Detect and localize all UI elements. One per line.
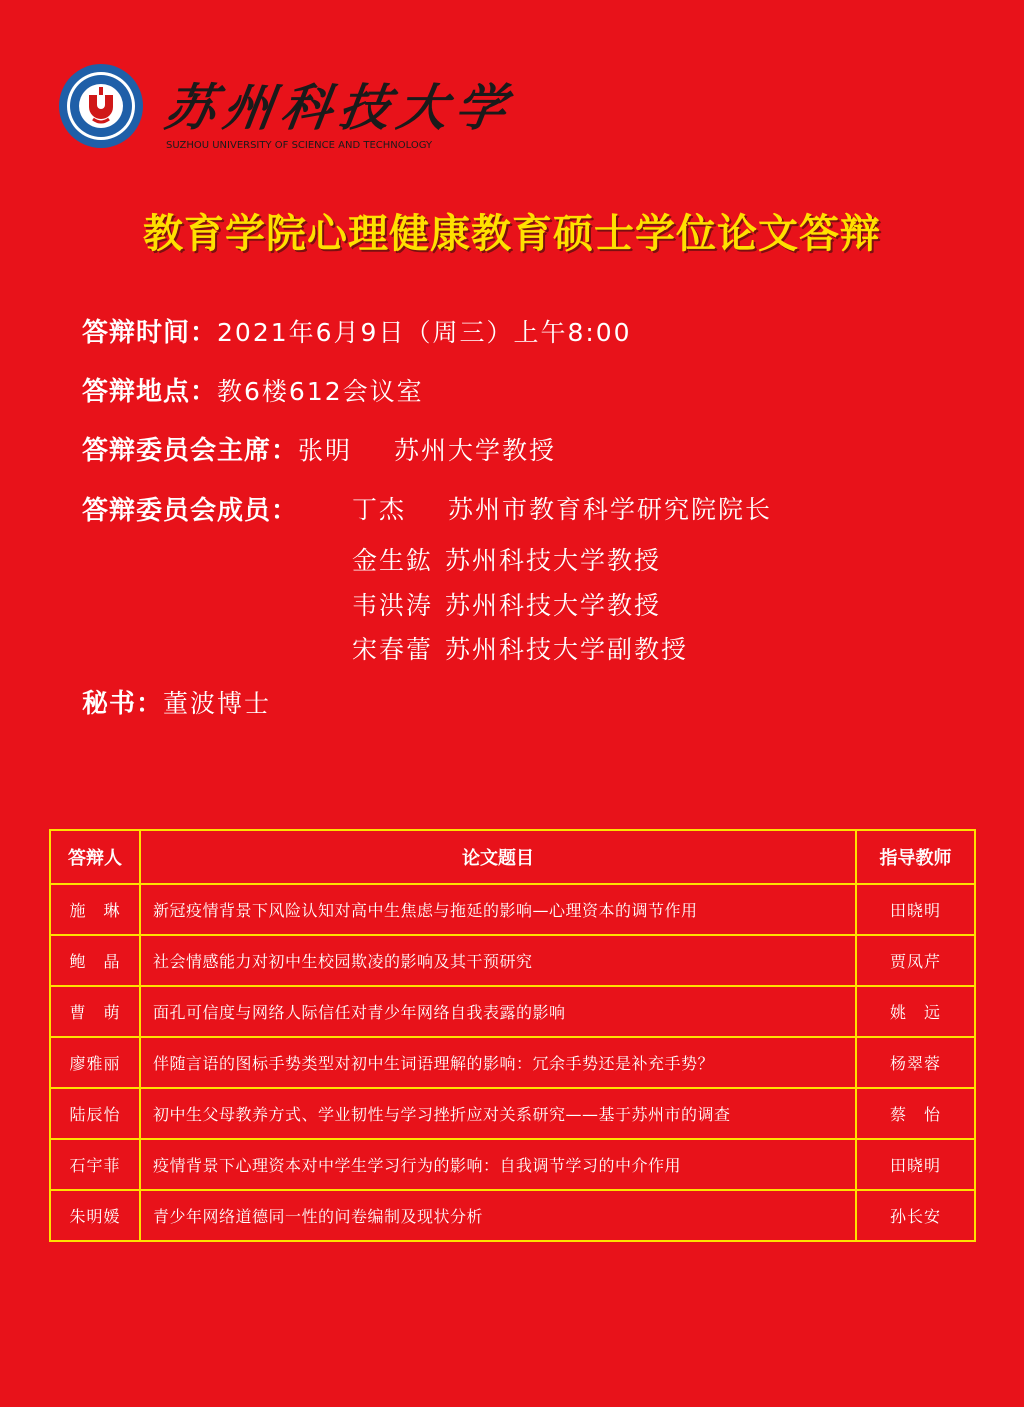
table-row	[50, 884, 975, 935]
defense-place-label: 答辩地点：	[82, 377, 218, 407]
header-student: 答辩人	[50, 830, 140, 884]
student-name: 廖雅丽	[50, 1037, 140, 1088]
university-name-en: SUZHOU UNIVERSITY OF SCIENCE AND TECHNOLOGY	[166, 140, 433, 151]
table-row	[50, 1088, 975, 1139]
defense-time-value: 2021年6月9日（周三）上午8:00	[217, 318, 632, 347]
advisor-name: 杨翠蓉	[856, 1037, 975, 1088]
defense-place-value: 教6楼612会议室	[217, 377, 424, 406]
university-header	[58, 60, 518, 160]
university-seal-logo	[58, 63, 144, 149]
student-name: 鲍 晶	[50, 935, 140, 986]
committee-member	[352, 490, 772, 526]
table-row	[50, 1190, 975, 1241]
member-title: 苏州科技大学教授	[445, 546, 662, 575]
secretary-row	[82, 683, 271, 720]
student-name: 曹 萌	[50, 986, 140, 1037]
student-name: 陆辰怡	[50, 1088, 140, 1139]
advisor-name: 姚 远	[856, 986, 975, 1037]
thesis-topic: 面孔可信度与网络人际信任对青少年网络自我表露的影响	[140, 986, 856, 1037]
advisor-name: 蔡 怡	[856, 1088, 975, 1139]
member-name: 韦洪涛	[352, 591, 434, 620]
defense-time-label: 答辩时间：	[82, 318, 218, 348]
page-title: 教育学院心理健康教育硕士学位论文答辩	[143, 211, 881, 257]
advisor-name: 田晓明	[856, 1139, 975, 1190]
committee-chair-row	[82, 430, 556, 467]
committee-member	[352, 630, 688, 666]
advisor-name: 田晓明	[856, 884, 975, 935]
committee-chair-title: 苏州大学教授	[394, 436, 557, 465]
member-title: 苏州科技大学副教授	[445, 635, 689, 664]
defense-place-row	[82, 371, 424, 408]
student-name: 施 琳	[50, 884, 140, 935]
table-row	[50, 1037, 975, 1088]
committee-members-label: 答辩委员会成员：	[82, 496, 299, 526]
student-name: 石宇菲	[50, 1139, 140, 1190]
committee-chair-label: 答辩委员会主席：	[82, 436, 299, 466]
thesis-topic: 初中生父母教养方式、学业韧性与学习挫折应对关系研究——基于苏州市的调查	[140, 1088, 856, 1139]
header-advisor: 指导教师	[856, 830, 975, 884]
thesis-topic: 青少年网络道德同一性的问卷编制及现状分析	[140, 1190, 856, 1241]
secretary-label: 秘书：	[82, 689, 164, 719]
advisor-name: 孙长安	[856, 1190, 975, 1241]
member-name: 丁杰	[352, 495, 407, 524]
committee-member	[352, 586, 661, 622]
advisor-name: 贾凤芹	[856, 935, 975, 986]
secretary-value: 董波博士	[163, 689, 272, 718]
member-title: 苏州科技大学教授	[445, 591, 662, 620]
student-name: 朱明媛	[50, 1190, 140, 1241]
header-topic: 论文题目	[140, 830, 856, 884]
table-header-row	[50, 830, 975, 884]
committee-members-row	[82, 490, 298, 527]
member-name: 金生鈜	[352, 546, 434, 575]
thesis-topic: 疫情背景下心理资本对中学生学习行为的影响：自我调节学习的中介作用	[140, 1139, 856, 1190]
table-row	[50, 935, 975, 986]
university-name-cn: 苏州科技大学	[161, 78, 518, 137]
member-title: 苏州市教育科学研究院院长	[448, 495, 773, 524]
table-row	[50, 986, 975, 1037]
defense-time-row	[82, 312, 632, 349]
committee-chair-name: 张明	[298, 436, 353, 465]
defense-schedule-table	[49, 829, 976, 1242]
committee-member	[352, 541, 661, 577]
member-name: 宋春蕾	[352, 635, 434, 664]
thesis-topic: 新冠疫情背景下风险认知对高中生焦虑与拖延的影响—心理资本的调节作用	[140, 884, 856, 935]
table-row	[50, 1139, 975, 1190]
thesis-topic: 社会情感能力对初中生校园欺凌的影响及其干预研究	[140, 935, 856, 986]
thesis-topic: 伴随言语的图标手势类型对初中生词语理解的影响：冗余手势还是补充手势？	[140, 1037, 856, 1088]
